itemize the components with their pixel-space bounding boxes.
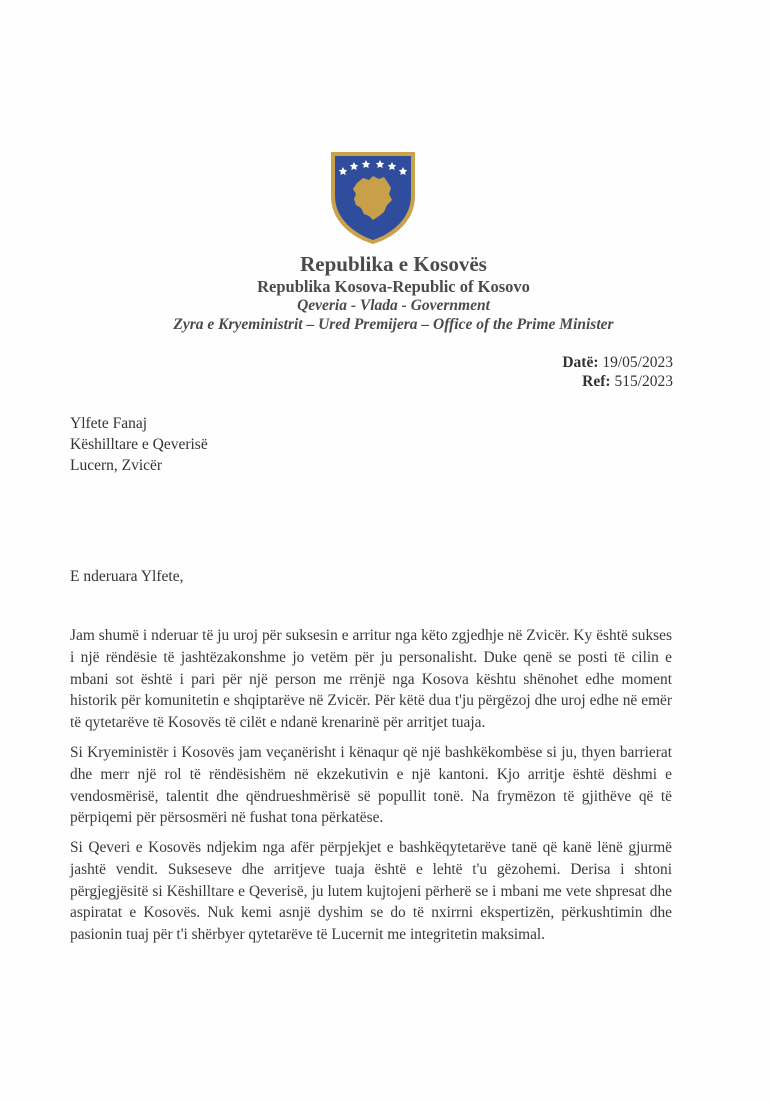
recipient-name: Ylfete Fanaj bbox=[70, 415, 148, 432]
letterhead-title: Republika e Kosovës bbox=[300, 252, 487, 276]
recipient-location: Lucern, Zvicër bbox=[70, 457, 163, 474]
ref-label: Ref: bbox=[582, 373, 611, 390]
recipient-block bbox=[70, 413, 208, 476]
date-label: Datë: bbox=[562, 354, 599, 371]
kosovo-coat-of-arms-icon bbox=[329, 150, 417, 245]
body-paragraph-1: Jam shumë i nderuar të ju uroj për suksesin e arritur nga këto zgjedhje në Zvicër. Ky është sukses i një rëndësie të jashtëzakonshme jo vetëm për ju personalisht. Duke qenë se posti të cilin e mbani sot është i pari për një person me rrënjë nga Kosova kështu shënohet edhe moment historik për komunitetin e shqiptarëve në Zvicër. Për këtë dua t'ju përgëzoj dhe uroj edhe në emër të qytetarëve të Kosovës të cilët e ndanë krenarinë për arritjet tuaja. bbox=[70, 627, 672, 732]
greeting: E nderuara Ylfete, bbox=[70, 568, 184, 585]
letterhead-subtitle: Republika Kosova-Republic of Kosovo bbox=[257, 277, 530, 296]
body-paragraph-3: Si Qeveri e Kosovës ndjekim nga afër përpjekjet e bashkëqytetarëve tanë që kanë lënë gjurmë jashtë vendit. Sukseseve dhe arritjeve tuaja është e lehtë t'u gëzohemi. Derisa i shtoni përgjegjësitë si Këshilltare e Qeverisë, ju lutem kujtojeni përherë se i mbani me vete shpresat dhe aspiratat e Kosovës. Nuk kemi asnjë dyshim se do të nxirrni ekspertizën, përkushtimin dhe pasionin tuaj për t'i shërbyer qytetarëve të Lucernit me integritetin maksimal. bbox=[70, 839, 672, 944]
date-value: 19/05/2023 bbox=[602, 354, 673, 371]
ref-value: 515/2023 bbox=[614, 373, 673, 390]
body-paragraph-2: Si Kryeministër i Kosovës jam veçanërisht i kënaqur që një bashkëkombëse si ju, thyen barrierat dhe merr një rol të rëndësishëm në ekzekutivin e një kantoni. Kjo arritje është dëshmi e vendosmërisë, talentit dhe qëndrueshmërisë së popullit tonë. Na frymëzon të gjithëve që të përpiqemi për përsosmëri në fushat tona përkatëse. bbox=[70, 744, 672, 827]
date-line bbox=[562, 354, 673, 372]
letterhead-office: Zyra e Kryeministrit – Ured Premijera – Office of the Prime Minister bbox=[173, 316, 614, 333]
recipient-position: Këshilltare e Qeverisë bbox=[70, 436, 208, 453]
ref-line bbox=[582, 373, 673, 391]
letterhead-government: Qeveria - Vlada - Government bbox=[297, 297, 490, 314]
